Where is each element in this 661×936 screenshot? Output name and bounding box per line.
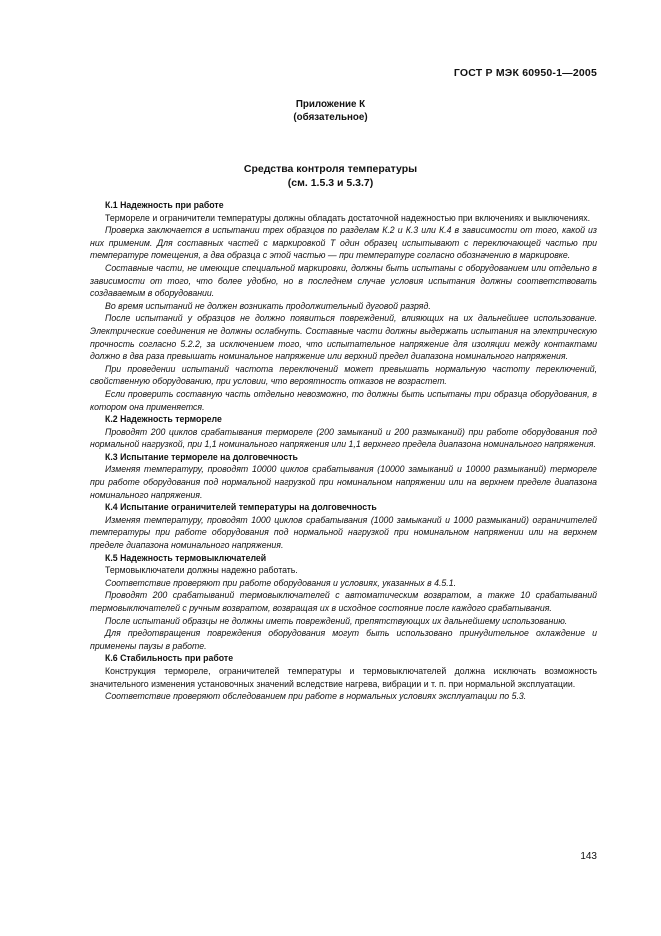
section-title: Средства контроля температуры — [243, 163, 418, 175]
paragraph: Конструкция термореле, ограничителей температуры и термовыключателей должна исключать возможность значительного изменения установочных значений вследствие нагрева, вибрации и т. п. при нормальной эксплуатации. — [90, 665, 597, 689]
section-subheading: К.5 Надежность термовыключателей — [105, 552, 267, 563]
paragraph: После испытаний у образцов не должно появиться повреждений, влияющих на их дальнейшее использование. Электрические соединения не должны ослабнуть. Составные части должны выдержать испытания на электрическую прочность согласно 5.2.2, за исключением того, что испытательное напряжение для изоляции между контактами должно в два раза превышать номинальное напряжение или верхний предел диапазона номинального напряжения. — [90, 313, 597, 362]
paragraph: Для предотвращения повреждения оборудования могут быть использовано принудительное охлаждение и применены паузы в работе. — [90, 628, 597, 651]
section-subheading: К.4 Испытание ограничителей температуры на долговечность — [105, 502, 377, 513]
section-heading — [0, 163, 661, 190]
paragraph: Проверка заключается в испытании трех образцов по разделам К.2 и К.3 или К.4 в зависимости от того, какой из них применим. Для составных частей с маркировкой Т один образец испытывают с переключающей частью при температуре помещения, а два образца с этой частью — при температуре согласно обозначению в маркировке. — [90, 225, 597, 261]
paragraph: Термореле и ограничители температуры должны обладать достаточной надежностью при включениях и выключениях. — [105, 212, 591, 223]
paragraph: Соответствие проверяют при работе оборудования и условиях, указанных в 4.5.1. — [105, 577, 456, 588]
page-number: 143 — [580, 851, 597, 862]
annex-heading — [0, 98, 661, 124]
body-text — [90, 199, 597, 703]
section-subheading: К.2 Надежность термореле — [105, 414, 222, 425]
paragraph: Проводят 200 циклов срабатывания термореле (200 замыканий и 200 размыканий) при работе оборудования под нормальной нагрузкой, при 1,1 номинального напряжения или 1,1 верхнего предела диапазона номинального напряжения. — [90, 426, 597, 450]
annex-title: Приложение К — [295, 99, 366, 110]
paragraph: Изменяя температуру, проводят 1000 циклов срабатывания (1000 замыканий и 1000 размыканий) ограничителей температуры при работе оборудования под нормальной нагрузкой при номинальном напряжении или на верхнем пределе диапазона номинального напряжения. — [90, 514, 597, 551]
document-code-header: ГОСТ Р МЭК 60950-1—2005 — [453, 67, 597, 79]
paragraph: Составные части, не имеющие специальной маркировки, должны быть испытаны с оборудованием или отдельно в зависимости от того, что более удобно, но в последнем случае условия испытания должны соответствовать создаваемым в оборудовании. — [90, 262, 597, 299]
section-refs: (см. 1.5.3 и 5.3.7) — [287, 176, 374, 189]
section-subheading: К.6 Стабильность при работе — [105, 653, 234, 664]
paragraph: После испытаний образцы не должны иметь повреждений, препятствующих их дальнейшему использованию. — [105, 615, 568, 626]
paragraph: При проведении испытаний частота переключений может превышать нормальную частоту переключений, свойственную оборудованию, при условии, что вероятность отказов не возрастет. — [90, 363, 597, 387]
annex-status: (обязательное) — [293, 112, 368, 123]
section-subheading: К.1 Надежность при работе — [105, 200, 224, 210]
paragraph: Проводят 200 срабатываний термовыключателей с автоматическим возвратом, а также 10 срабатываний термовыключателей с ручным возвратом, возвращая их в исходное состояние после каждого срабатывания. — [90, 590, 597, 613]
paragraph: Термовыключатели должны надежно работать. — [105, 565, 298, 576]
paragraph: Изменяя температуру, проводят 10000 циклов срабатывания (10000 замыканий и 10000 размыканий) термореле при работе оборудования под нормальной нагрузкой при номинальном напряжении или на верхнем пределе диапазона номинального напряжения. — [90, 464, 597, 500]
paragraph: Соответствие проверяют обследованием при работе в нормальных условиях эксплуатации по 5.3. — [105, 691, 527, 702]
paragraph: Если проверить составную часть отдельно невозможно, то должны быть испытаны три образца оборудования, в котором она применяется. — [90, 388, 597, 412]
paragraph: Во время испытаний не должен возникать продолжительный дуговой разряд. — [105, 300, 431, 311]
section-subheading: К.3 Испытание термореле на долговечность — [105, 451, 298, 462]
